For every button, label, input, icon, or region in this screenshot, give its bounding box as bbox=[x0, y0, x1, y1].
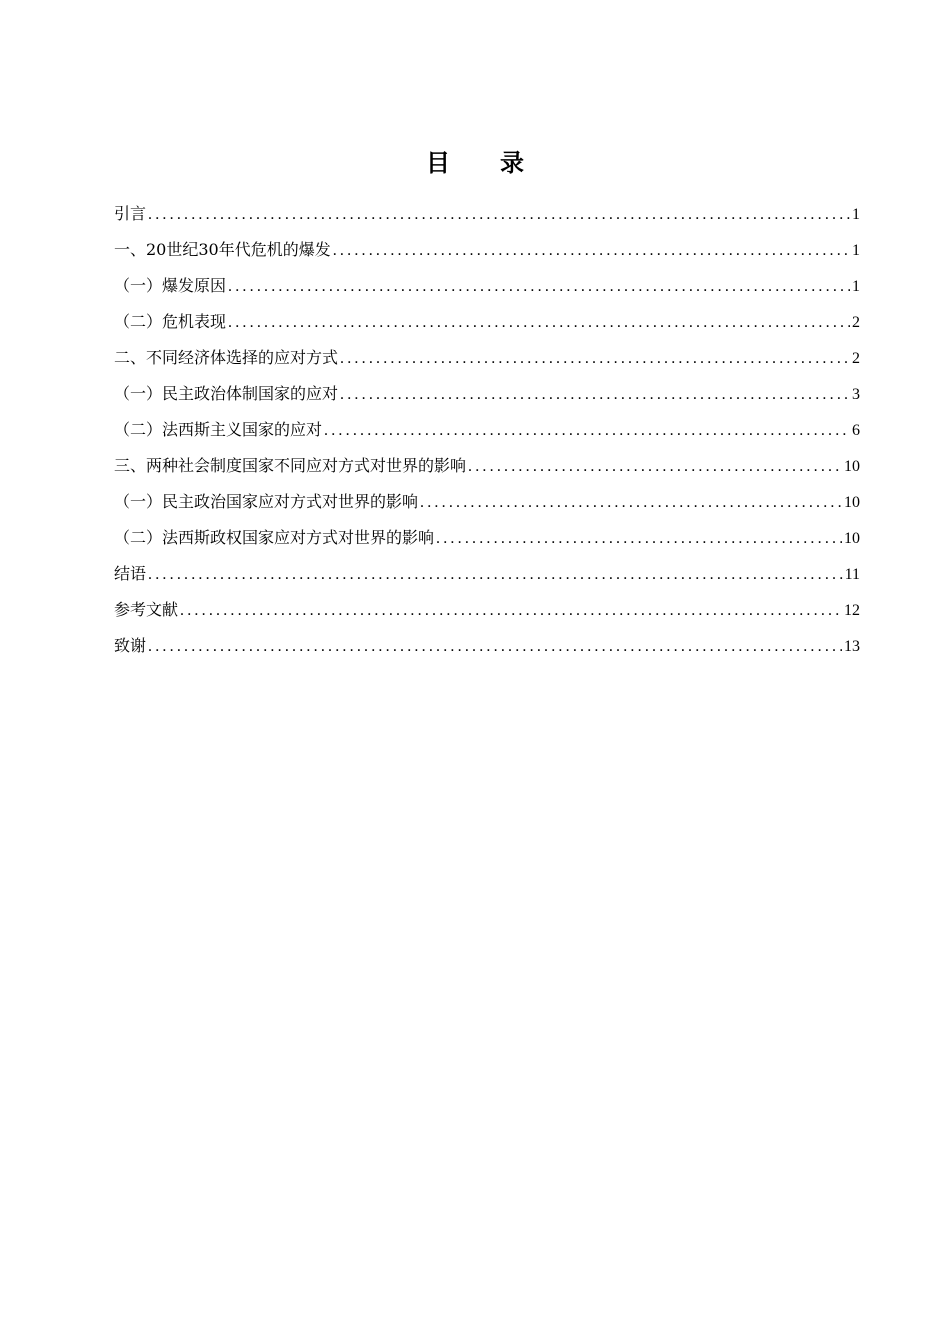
toc-list bbox=[114, 200, 860, 668]
toc-entry-page: 2 bbox=[852, 350, 860, 367]
toc-entry-page: 2 bbox=[852, 314, 860, 331]
toc-entry-section-1-2[interactable] bbox=[114, 308, 860, 344]
toc-entry-label: 三、两种社会制度国家不同应对方式对世界的影响 bbox=[114, 456, 467, 475]
toc-entry-section-1[interactable] bbox=[114, 236, 860, 272]
toc-entry-intro[interactable] bbox=[114, 200, 860, 236]
dot-leader bbox=[228, 273, 850, 301]
toc-entry-page: 1 bbox=[852, 278, 860, 295]
toc-entry-section-3-1[interactable] bbox=[114, 488, 860, 524]
toc-entry-page: 10 bbox=[844, 494, 860, 511]
dot-leader bbox=[340, 381, 850, 409]
toc-entry-label: （一）爆发原因 bbox=[114, 276, 227, 295]
toc-entry-section-2-1[interactable] bbox=[114, 380, 860, 416]
toc-entry-section-2[interactable] bbox=[114, 344, 860, 380]
toc-entry-label: 致谢 bbox=[114, 636, 147, 655]
toc-entry-label: （一）民主政治体制国家的应对 bbox=[114, 384, 339, 403]
dot-leader bbox=[420, 489, 842, 517]
toc-entry-label: （二）法西斯主义国家的应对 bbox=[114, 420, 323, 439]
toc-entry-page: 13 bbox=[844, 638, 860, 655]
dot-leader bbox=[468, 453, 842, 481]
toc-entry-page: 12 bbox=[844, 602, 860, 619]
dot-leader bbox=[324, 417, 850, 445]
toc-entry-page: 10 bbox=[844, 458, 860, 475]
toc-entry-label: 结语 bbox=[114, 564, 147, 583]
dot-leader bbox=[148, 201, 850, 229]
dot-leader bbox=[228, 309, 850, 337]
toc-entry-page: 3 bbox=[852, 386, 860, 403]
toc-entry-label: 参考文献 bbox=[114, 600, 179, 619]
dot-leader bbox=[180, 597, 842, 625]
dot-leader bbox=[148, 633, 842, 661]
toc-entry-conclusion[interactable] bbox=[114, 560, 860, 596]
toc-entry-page: 10 bbox=[844, 530, 860, 547]
toc-entry-acknowledgements[interactable] bbox=[114, 632, 860, 668]
toc-entry-label: （二）法西斯政权国家应对方式对世界的影响 bbox=[114, 528, 435, 547]
toc-entry-page: 1 bbox=[852, 242, 860, 259]
toc-entry-page: 1 bbox=[852, 206, 860, 223]
toc-entry-references[interactable] bbox=[114, 596, 860, 632]
dot-leader bbox=[148, 561, 843, 589]
toc-entry-label: 引言 bbox=[114, 204, 147, 223]
toc-entry-page: 6 bbox=[852, 422, 860, 439]
toc-title-right: 录 bbox=[500, 149, 524, 177]
toc-entry-label: （二）危机表现 bbox=[114, 312, 227, 331]
toc-title bbox=[0, 146, 950, 180]
toc-entry-section-3-2[interactable] bbox=[114, 524, 860, 560]
toc-entry-label: （一）民主政治国家应对方式对世界的影响 bbox=[114, 492, 419, 511]
toc-entry-label: 二、不同经济体选择的应对方式 bbox=[114, 348, 339, 367]
toc-entry-section-3[interactable] bbox=[114, 452, 860, 488]
toc-title-left: 目 bbox=[426, 149, 450, 177]
toc-entry-page: 11 bbox=[844, 566, 860, 583]
dot-leader bbox=[340, 345, 850, 373]
dot-leader bbox=[333, 237, 850, 265]
toc-entry-label: 一、20世纪30年代危机的爆发 bbox=[114, 240, 331, 259]
dot-leader bbox=[436, 525, 842, 553]
toc-entry-section-2-2[interactable] bbox=[114, 416, 860, 452]
toc-entry-section-1-1[interactable] bbox=[114, 272, 860, 308]
